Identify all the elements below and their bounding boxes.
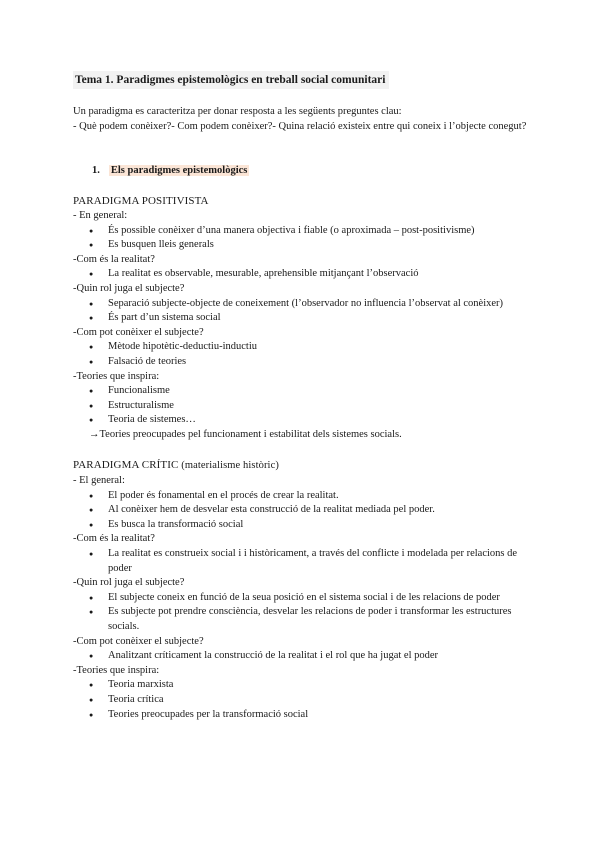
list-item: ● Es busquen lleis generals — [73, 238, 543, 253]
list-item: ● El poder és fonamental en el procés de crear la realitat. — [73, 489, 543, 504]
list-item: ● Teoria marxista — [73, 678, 543, 693]
question: -Teories que inspira: — [73, 370, 160, 382]
list-item: ● Al conèixer hem de desvelar esta construcció de la realitat mediada pel poder. — [73, 503, 543, 518]
list-item: ● El subjecte coneix en funció de la seua posició en el sistema social i de les relacions de poder — [73, 591, 543, 606]
question: -Com és la realitat? — [73, 253, 155, 265]
list-item: ● Teories preocupades per la transformació social — [73, 708, 543, 723]
bullet-list — [73, 384, 543, 428]
paradigm-positivista — [73, 193, 543, 443]
list-item: ● Funcionalisme — [73, 384, 543, 399]
section-title: Els paradigmes epistemològics — [110, 165, 248, 176]
paradigm-critic — [73, 457, 543, 722]
list-item: ● Es subjecte pot prendre consciència, desvelar les relacions de poder i transformar les estructures socials. — [73, 605, 543, 634]
paradigm-title — [73, 457, 543, 474]
question: -Quin rol juga el subjecte? — [73, 577, 185, 589]
list-item: ● Analitzant críticament la construcció de la realitat i el rol que ha jugat el poder — [73, 649, 543, 664]
bullet-list — [73, 489, 543, 533]
list-item: ● És part d’un sistema social — [73, 311, 543, 326]
bullet-list — [73, 678, 543, 722]
question: -Com pot conèixer el subjecte? — [73, 326, 204, 338]
list-item: ● Mètode hipotètic-deductiu-inductiu — [73, 340, 543, 355]
bullet-list — [73, 340, 543, 369]
bullet-list — [73, 297, 543, 326]
intro-line-1: Un paradigma es caracteritza per donar resposta a les següents preguntes clau: — [73, 106, 402, 117]
list-item: ● Es busca la transformació social — [73, 518, 543, 533]
section-number: 1. — [92, 165, 100, 176]
question: -Com pot conèixer el subjecte? — [73, 635, 204, 647]
paradigm-title-main: PARADIGMA CRÍTIC — [73, 459, 179, 471]
list-item: ● La realitat es observable, mesurable, aprehensible mitjançant l’observació — [73, 267, 543, 282]
title-wrap — [73, 71, 389, 89]
question: -Teories que inspira: — [73, 664, 160, 676]
bullet-list — [73, 649, 543, 664]
bullet-list — [73, 267, 543, 282]
question: - El general: — [73, 475, 125, 486]
list-item: ● Falsació de teories — [73, 355, 543, 370]
intro — [73, 104, 543, 134]
bullet-list — [73, 224, 543, 253]
list-item: ● Separació subjecte-objecte de coneixement (l’observador no influencia l’observat al conèixer) — [73, 297, 543, 312]
bullet-list — [73, 591, 543, 635]
paradigm-title: PARADIGMA POSITIVISTA — [73, 195, 209, 207]
list-item: ● La realitat es construeix social i i històricament, a través del conflicte i modelada per relacions de poder — [73, 547, 543, 576]
intro-line-2: - Què podem conèixer?- Com podem conèixer?- Quina relació existeix entre qui coneix i l’objecte conegut? — [73, 121, 527, 132]
list-item: ● Estructuralisme — [73, 399, 543, 414]
question: -Quin rol juga el subjecte? — [73, 282, 185, 294]
section-heading — [92, 163, 249, 178]
bullet-list — [73, 547, 543, 576]
list-item: ● Teoria crítica — [73, 693, 543, 708]
question: - En general: — [73, 210, 128, 221]
list-item: ● Teoria de sistemes… — [73, 413, 543, 428]
conclusion-line: →Teories preocupades pel funcionament i estabilitat dels sistemes socials. — [89, 428, 402, 440]
list-item: ● És possible conèixer d’una manera objectiva i fiable (o aproximada – post-positivisme) — [73, 224, 543, 239]
question: -Com és la realitat? — [73, 533, 155, 545]
paradigm-subtitle: (materialisme històric) — [181, 460, 279, 471]
document-title: Tema 1. Paradigmes epistemològics en treball social comunitari — [73, 71, 389, 89]
